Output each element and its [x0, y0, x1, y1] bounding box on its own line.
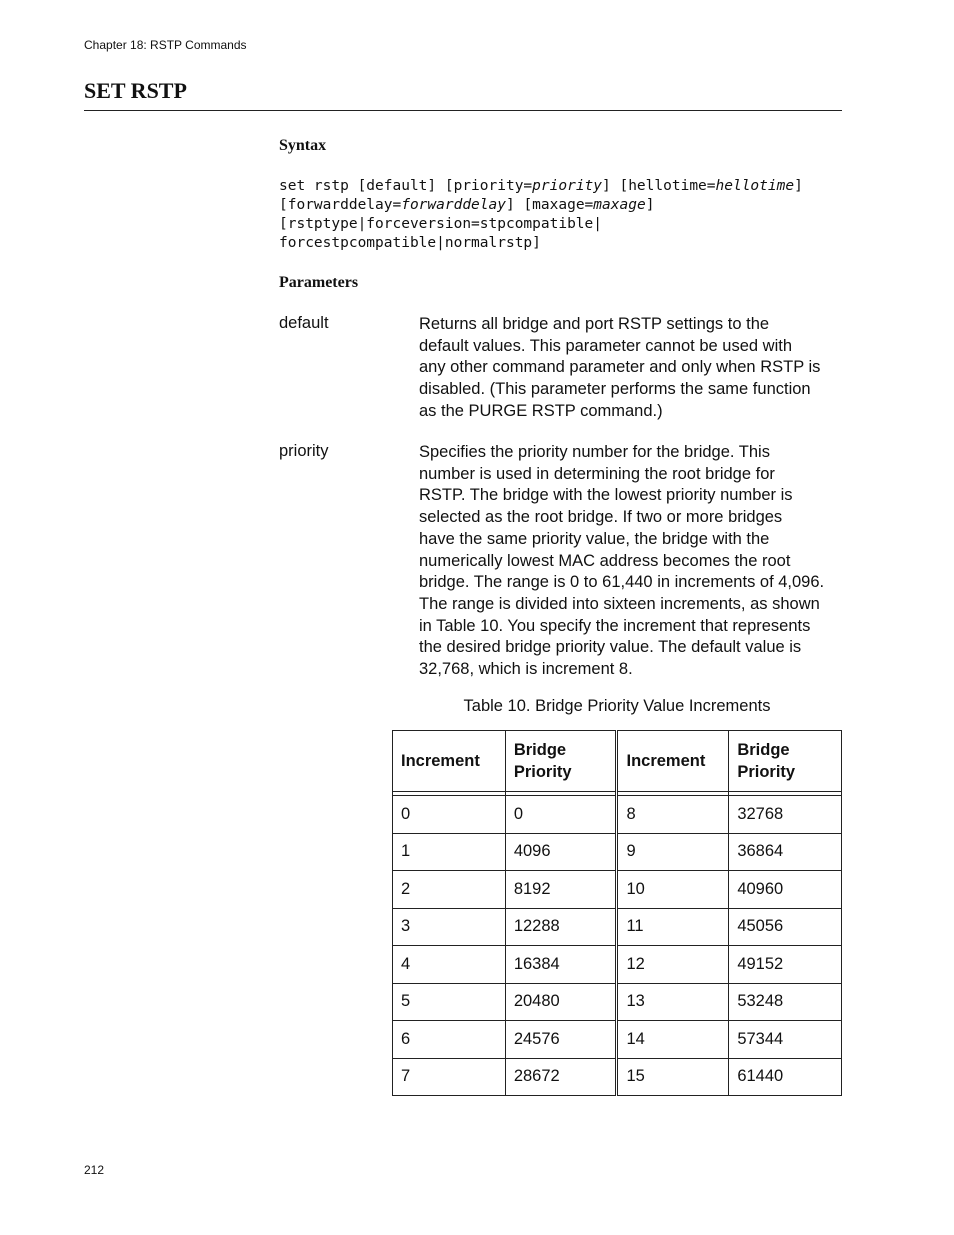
table-cell: 49152 [729, 946, 842, 984]
table-cell: 14 [617, 1021, 729, 1059]
param-desc-priority [419, 442, 843, 681]
param-desc-line: Specifies the priority number for the bridge. This [419, 443, 770, 461]
param-desc-line: disabled. (This parameter performs the same function [419, 380, 811, 399]
param-desc-line: Returns all bridge and port RSTP settings to the [419, 315, 770, 333]
table-cell: 40960 [729, 871, 842, 909]
table-cell: 20480 [505, 983, 617, 1021]
table-cell: 61440 [729, 1058, 842, 1096]
param-desc-line: selected as the root bridge. If two or more bridges [419, 508, 783, 527]
param-desc-line: the desired bridge priority value. The default value is [419, 638, 802, 657]
param-desc-line: 32,768, which is increment 8. [419, 660, 633, 679]
table-row [393, 1021, 842, 1059]
page-number: 212 [84, 1163, 105, 1177]
table-cell: 5 [393, 983, 506, 1021]
param-desc-line: in Table 10. You specify the increment that represents [419, 616, 811, 635]
syntax-placeholder: forwarddelay [401, 197, 506, 213]
table-cell: 4 [393, 946, 506, 984]
table-cell: 6 [393, 1021, 506, 1059]
table-cell: 8 [617, 796, 729, 834]
table-cell: 57344 [729, 1021, 842, 1059]
syntax-placeholder: maxage [593, 197, 646, 213]
param-name-priority: priority [279, 442, 329, 460]
param-desc-default [419, 314, 843, 423]
table-cell: 0 [505, 796, 617, 834]
syntax-text: forcestpcompatible|normalrstp] [279, 235, 541, 251]
table-header-row [393, 731, 842, 792]
syntax-text: ] [maxage= [505, 197, 594, 213]
param-desc-line: RSTP. The bridge with the lowest priority number is [419, 486, 793, 505]
column-header-increment: Increment [617, 731, 729, 792]
table-cell: 53248 [729, 983, 842, 1021]
table-cell: 3 [393, 908, 506, 946]
syntax-block [279, 177, 803, 253]
column-header-bridge-priority: Bridge Priority [505, 731, 617, 792]
table-row [393, 1058, 842, 1096]
param-desc-line: as the PURGE RSTP command.) [419, 401, 663, 420]
syntax-text: [forwarddelay= [279, 197, 402, 213]
table-row [393, 871, 842, 909]
syntax-text: set rstp [default] [priority= [279, 178, 533, 194]
parameters-heading: Parameters [279, 274, 359, 291]
table-row [393, 983, 842, 1021]
syntax-placeholder: priority [532, 178, 603, 194]
column-header-increment: Increment [393, 731, 506, 792]
title-rule [84, 110, 842, 111]
syntax-heading: Syntax [279, 137, 327, 154]
table-cell: 0 [393, 796, 506, 834]
table-cell: 36864 [729, 833, 842, 871]
table-cell: 12288 [505, 908, 617, 946]
bridge-priority-table [392, 730, 842, 1096]
table-cell: 8192 [505, 871, 617, 909]
table-cell: 11 [617, 908, 729, 946]
table-row [393, 796, 842, 834]
param-desc-line: number is used in determining the root bridge for [419, 464, 775, 483]
table-cell: 13 [617, 983, 729, 1021]
table-cell: 24576 [505, 1021, 617, 1059]
syntax-text: ] [hellotime= [602, 178, 716, 194]
column-header-bridge-priority: Bridge Priority [729, 731, 842, 792]
table-cell: 32768 [729, 796, 842, 834]
table-cell: 28672 [505, 1058, 617, 1096]
syntax-text: ] [645, 197, 655, 213]
table-cell: 2 [393, 871, 506, 909]
param-desc-line: any other command parameter and only when RSTP is [419, 358, 821, 377]
param-desc-line: numerically lowest MAC address becomes the root [419, 551, 791, 570]
param-desc-line: have the same priority value, the bridge with the [419, 529, 770, 548]
table-row [393, 833, 842, 871]
table-cell: 7 [393, 1058, 506, 1096]
syntax-text: [rstptype|forceversion=stpcompatible| [279, 216, 603, 232]
param-desc-line: bridge. The range is 0 to 61,440 in increments of 4,096. [419, 573, 825, 592]
table-cell: 12 [617, 946, 729, 984]
table-cell: 4096 [505, 833, 617, 871]
table-cell: 10 [617, 871, 729, 909]
param-desc-line: The range is divided into sixteen increments, as shown [419, 594, 820, 613]
param-desc-line: default values. This parameter cannot be used with [419, 336, 792, 355]
table-row [393, 908, 842, 946]
page-title: SET RSTP [84, 78, 187, 103]
table-row [393, 946, 842, 984]
table-cell: 16384 [505, 946, 617, 984]
table-caption: Table 10. Bridge Priority Value Increments [463, 697, 771, 715]
running-header: Chapter 18: RSTP Commands [84, 38, 247, 52]
table-cell: 1 [393, 833, 506, 871]
syntax-text: ] [794, 178, 803, 194]
table-cell: 9 [617, 833, 729, 871]
table-cell: 45056 [729, 908, 842, 946]
syntax-placeholder: hellotime [715, 178, 795, 194]
param-name-default: default [279, 314, 329, 332]
table-cell: 15 [617, 1058, 729, 1096]
